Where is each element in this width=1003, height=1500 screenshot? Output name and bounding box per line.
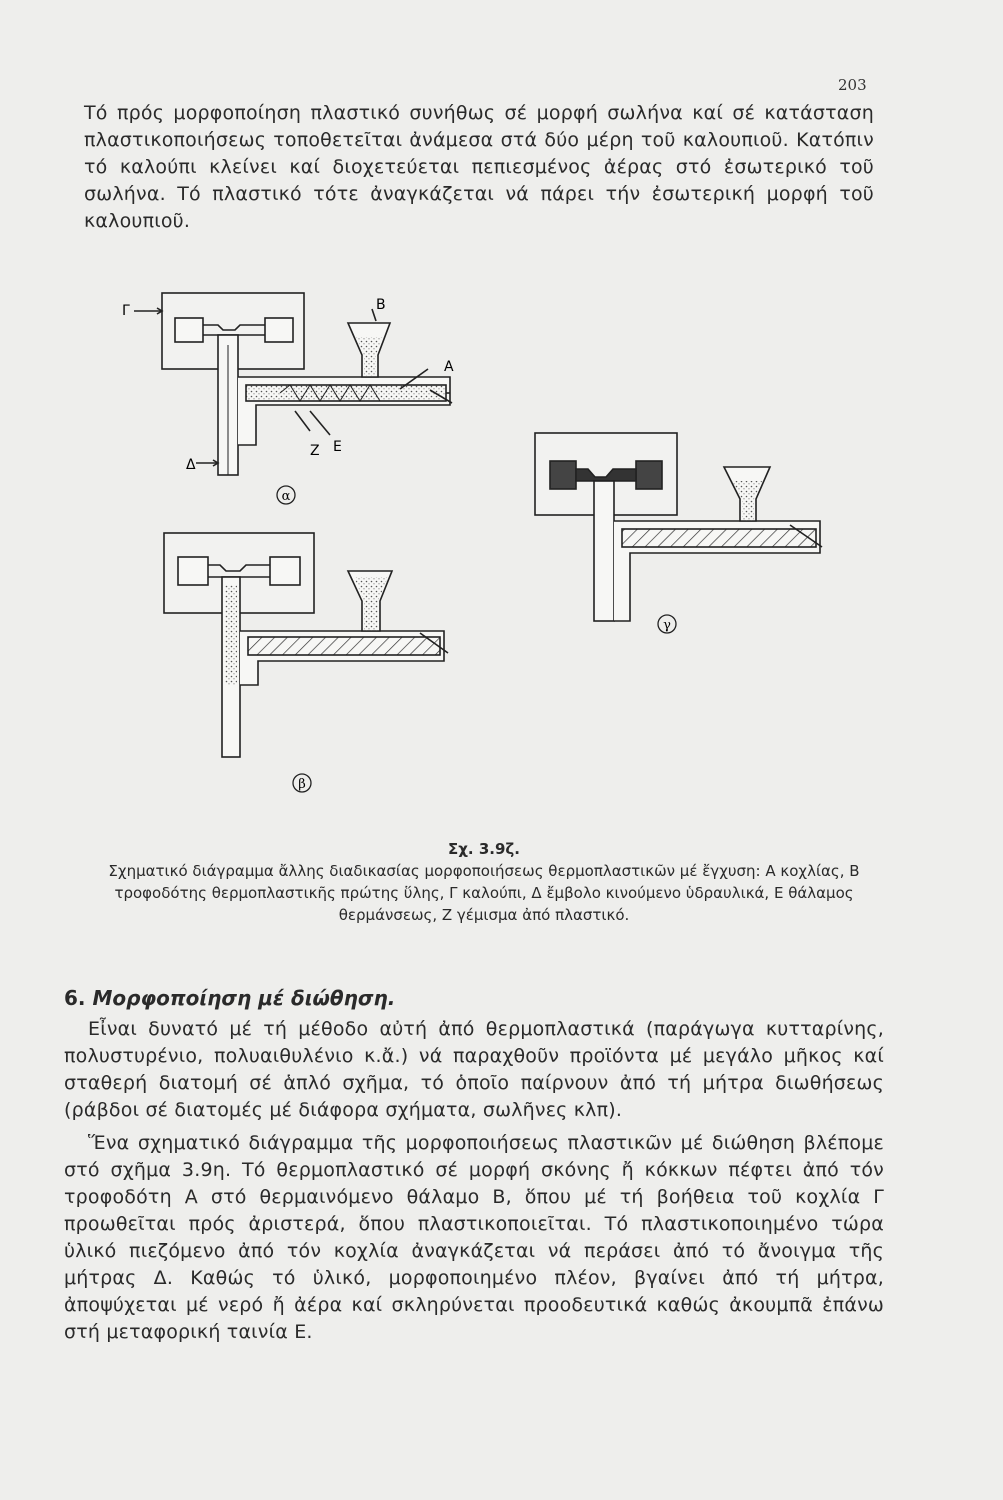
panel-a-diagram	[134, 293, 452, 475]
label-alpha: Α	[444, 359, 454, 375]
label-gamma: Γ	[122, 303, 130, 319]
caption-text: Σχηματικό διάγραμμα ἄλλης διαδικασίας μορφοποιήσεως θερμοπλαστικῶν μέ ἔγχυση: Α κοχλίας, Β τροφοδότης θερμοπλαστικῆς πρώτης ὕλης, Γ καλούπι, Δ ἔμβολο κινούμενο ὑδραυλικά, Ε θάλαμος θερμάνσεως, Ζ γέμισμα ἀπό πλαστικό.	[108, 862, 860, 924]
intro-paragraph: Τό πρός μορφοποίηση πλαστικό συνήθως σέ μορφή σωλήνα καί σέ κατάσταση πλαστικοποιήσεως τοποθετεῖται ἀνάμεσα στά δύο μέρη τοῦ καλουπιοῦ. Κατόπιν τό καλούπι κλείνει καί διοχετεύεται πεπιεσμένος ἀέρας στό ἐσωτερικό τοῦ σωλήνα. Τό πλαστικό τότε ἀναγκάζεται νά πάρει τήν ἐσωτερική μορφή τοῦ καλουπιοῦ.	[84, 102, 874, 232]
page-number: 203	[838, 76, 867, 94]
section-number: 6.	[64, 986, 86, 1010]
panel-b-diagram	[164, 533, 448, 757]
section-title: Μορφοποίηση μέ διώθηση.	[92, 986, 396, 1010]
panel-a-label: α	[281, 489, 291, 504]
panel-b-label: β	[298, 777, 306, 792]
figure-caption	[64, 838, 904, 926]
injection-molding-figure	[122, 285, 860, 805]
section-heading	[64, 986, 395, 1010]
body-paragraph-2: Ἕνα σχηματικό διάγραμμα τῆς μορφοποιήσεως πλαστικῶν μέ διώθηση βλέπομε στό σχῆμα 3.9η. Τό θερμοπλαστικό σέ μορφή σκόνης ἤ κόκκων πέφτει ἀπό τόν τροφοδότη Α στό θερμαινόμενο θάλαμο Β, ὅπου μέ τή βοήθεια τοῦ κοχλία Γ προωθεῖται πρός ἀριστερά, ὅπου πλαστικοποιεῖται. Τό πλαστικοποιημένο τώρα ὑλικό πιεζόμενο ἀπό τόν κοχλία ἀναγκάζεται νά περάσει ἀπό τό ἄνοιγμα τῆς μήτρας Δ. Καθώς τό ὑλικό, μορφοποιημένο πλέον, βγαίνει ἀπό τή μήτρα, ἀποψύχεται μέ νερό ἤ ἀέρα καί σκληρύνεται προοδευτικά καθώς ἀκουμπᾶ ἐπάνω στή μεταφορική ταινία Ε.	[64, 1132, 884, 1343]
body-paragraph-1: Εἶναι δυνατό μέ τή μέθοδο αὐτή ἀπό θερμοπλαστικά (παράγωγα κυτταρίνης, πολυστυρένιο, πολυαιθυλένιο κ.ἄ.) νά παραχθοῦν προϊόντα μέ μεγάλο μῆκος καί σταθερή διατομή σέ ἁπλό σχῆμα, τό ὁποῖο παίρνουν ἀπό τή μήτρα διωθήσεως (ράβδοι σέ διατομές μέ διάφορα σχήματα, σωλῆνες κλπ).	[64, 1018, 884, 1121]
label-zeta: Ζ	[310, 443, 320, 459]
panel-c-diagram	[535, 433, 822, 621]
panel-c-label: γ	[663, 618, 671, 633]
label-epsilon: Ε	[333, 439, 342, 455]
caption-title: Σχ. 3.9ζ.	[448, 840, 520, 858]
label-delta: Δ	[186, 457, 196, 473]
label-beta: Β	[376, 297, 386, 313]
